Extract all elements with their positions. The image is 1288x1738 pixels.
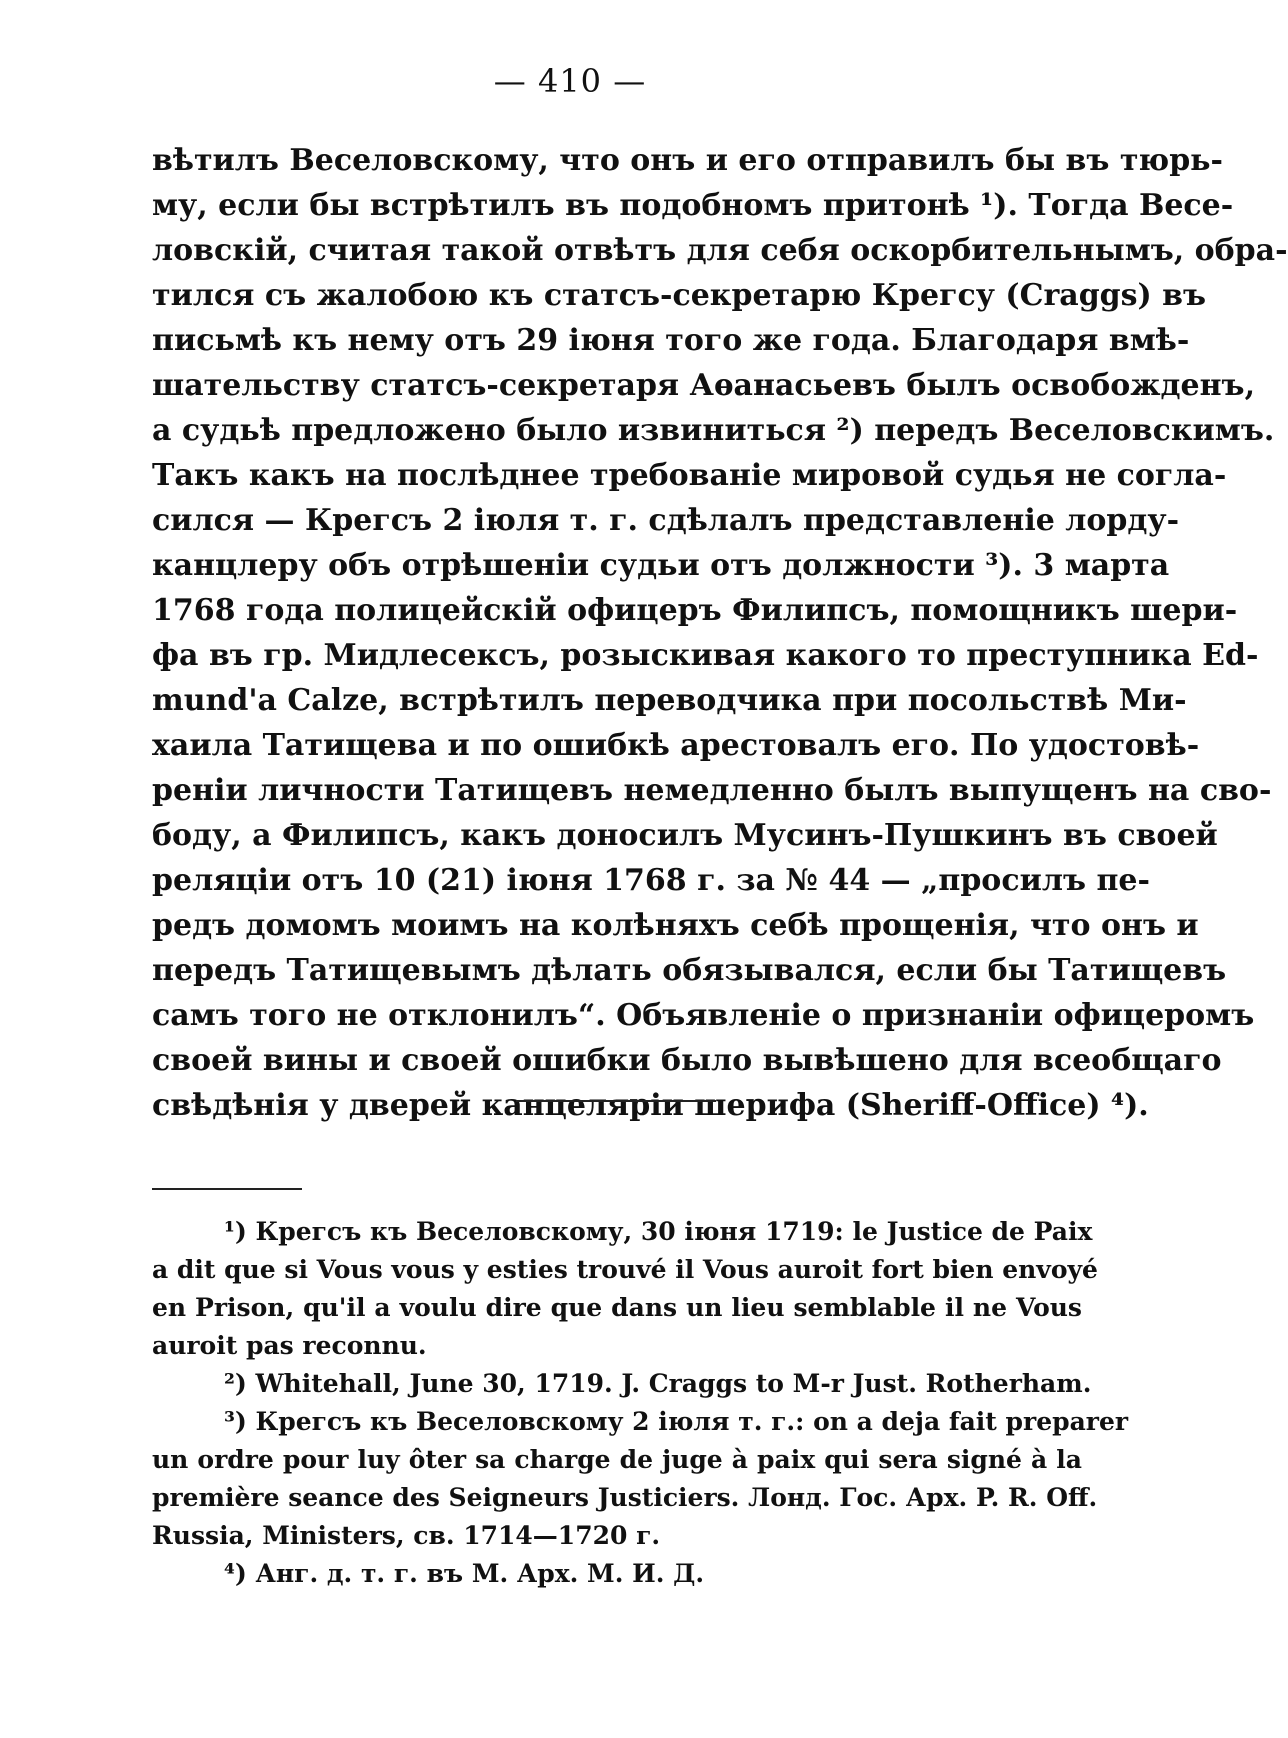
footnote-1-line: a dit que si Vous vous y esties trouvé il Vous auroit fort bien envoyé bbox=[152, 1255, 1098, 1284]
text-line: передъ Татищевымъ дѣлать обязывался, если бы Татищевъ bbox=[152, 953, 1227, 988]
footnote-2: ²) Whitehall, June 30, 1719. J. Craggs to M-r Just. Rotherham. bbox=[224, 1369, 1092, 1398]
text-line: свѣдѣнія у дверей канцеляріи шерифа (Sheriff-Office) ⁴). bbox=[152, 1088, 1149, 1123]
footnote-1-line: en Prison, qu'il a voulu dire que dans un lieu semblable il ne Vous bbox=[152, 1293, 1082, 1322]
footnote-rule bbox=[152, 1188, 302, 1190]
footnote-3-line: ³) Крегсъ къ Веселовскому 2 іюля т. г.: on a deja fait preparer bbox=[224, 1407, 1129, 1436]
footnote-1-line: ¹) Крегсъ къ Веселовскому, 30 іюня 1719: le Justice de Paix bbox=[224, 1217, 1093, 1246]
main-text bbox=[152, 138, 1288, 1128]
text-line: сился — Крегсъ 2 іюля т. г. сдѣлалъ представленіе лорду- bbox=[152, 503, 1180, 538]
text-line: хаила Татищева и по ошибкѣ арестовалъ его. По удостовѣ- bbox=[152, 728, 1200, 763]
footnote-3-line: première seance des Seigneurs Justiciers. Лонд. Гос. Арх. P. R. Off. bbox=[152, 1483, 1098, 1512]
text-line: 1768 года полицейскій офицеръ Филипсъ, помощникъ шери- bbox=[152, 593, 1238, 628]
footnote-3-line: un ordre pour luy ôter sa charge de juge à paix qui sera signé à la bbox=[152, 1445, 1082, 1474]
text-line: ловскій, считая такой отвѣтъ для себя оскорбительнымъ, обра- bbox=[152, 233, 1288, 268]
text-line: письмѣ къ нему отъ 29 іюня того же года. Благодаря вмѣ- bbox=[152, 323, 1190, 358]
footnote-3-line: Russia, Ministers, св. 1714—1720 г. bbox=[152, 1521, 661, 1550]
text-line: своей вины и своей ошибки было вывѣшено для всеобщаго bbox=[152, 1043, 1222, 1078]
text-line: вѣтилъ Веселовскому, что онъ и его отправилъ бы въ тюрь- bbox=[152, 143, 1223, 178]
text-line: mund'a Calze, встрѣтилъ переводчика при посольствѣ Ми- bbox=[152, 683, 1187, 718]
text-line: боду, а Филипсъ, какъ доносилъ Мусинъ-Пушкинъ въ своей bbox=[152, 818, 1218, 853]
section-divider bbox=[516, 1100, 716, 1102]
text-line: канцлеру объ отрѣшеніи судьи отъ должности ³). 3 марта bbox=[152, 548, 1170, 583]
text-line: а судьѣ предложено было извиниться ²) передъ Веселовскимъ. bbox=[152, 413, 1275, 448]
text-line: му, если бы встрѣтилъ въ подобномъ притонѣ ¹). Тогда Весе- bbox=[152, 188, 1234, 223]
text-line: фа въ гр. Мидлесексъ, розыскивая какого то преступника Ed- bbox=[152, 638, 1259, 673]
text-line: реніи личности Татищевъ немедленно былъ выпущенъ на сво- bbox=[152, 773, 1272, 808]
footnotes bbox=[152, 1213, 1129, 1593]
text-line: редъ домомъ моимъ на колѣняхъ себѣ прощенія, что онъ и bbox=[152, 908, 1199, 943]
footnote-4: ⁴) Анг. д. т. г. въ М. Арх. М. И. Д. bbox=[224, 1559, 705, 1588]
text-line: Такъ какъ на послѣднее требованіе мировой судья не согла- bbox=[152, 458, 1227, 493]
text-line: шательству статсъ-секретаря Аѳанасьевъ былъ освобожденъ, bbox=[152, 368, 1256, 403]
text-line: самъ того не отклонилъ“. Объявленіе о признаніи офицеромъ bbox=[152, 998, 1255, 1033]
footnote-1-line: auroit pas reconnu. bbox=[152, 1331, 427, 1360]
text-line: реляціи отъ 10 (21) іюня 1768 г. за № 44 — „просилъ пе- bbox=[152, 863, 1150, 898]
page-number: — 410 — bbox=[493, 62, 647, 100]
text-line: тился съ жалобою къ статсъ-секретарю Крегсу (Craggs) въ bbox=[152, 278, 1207, 313]
